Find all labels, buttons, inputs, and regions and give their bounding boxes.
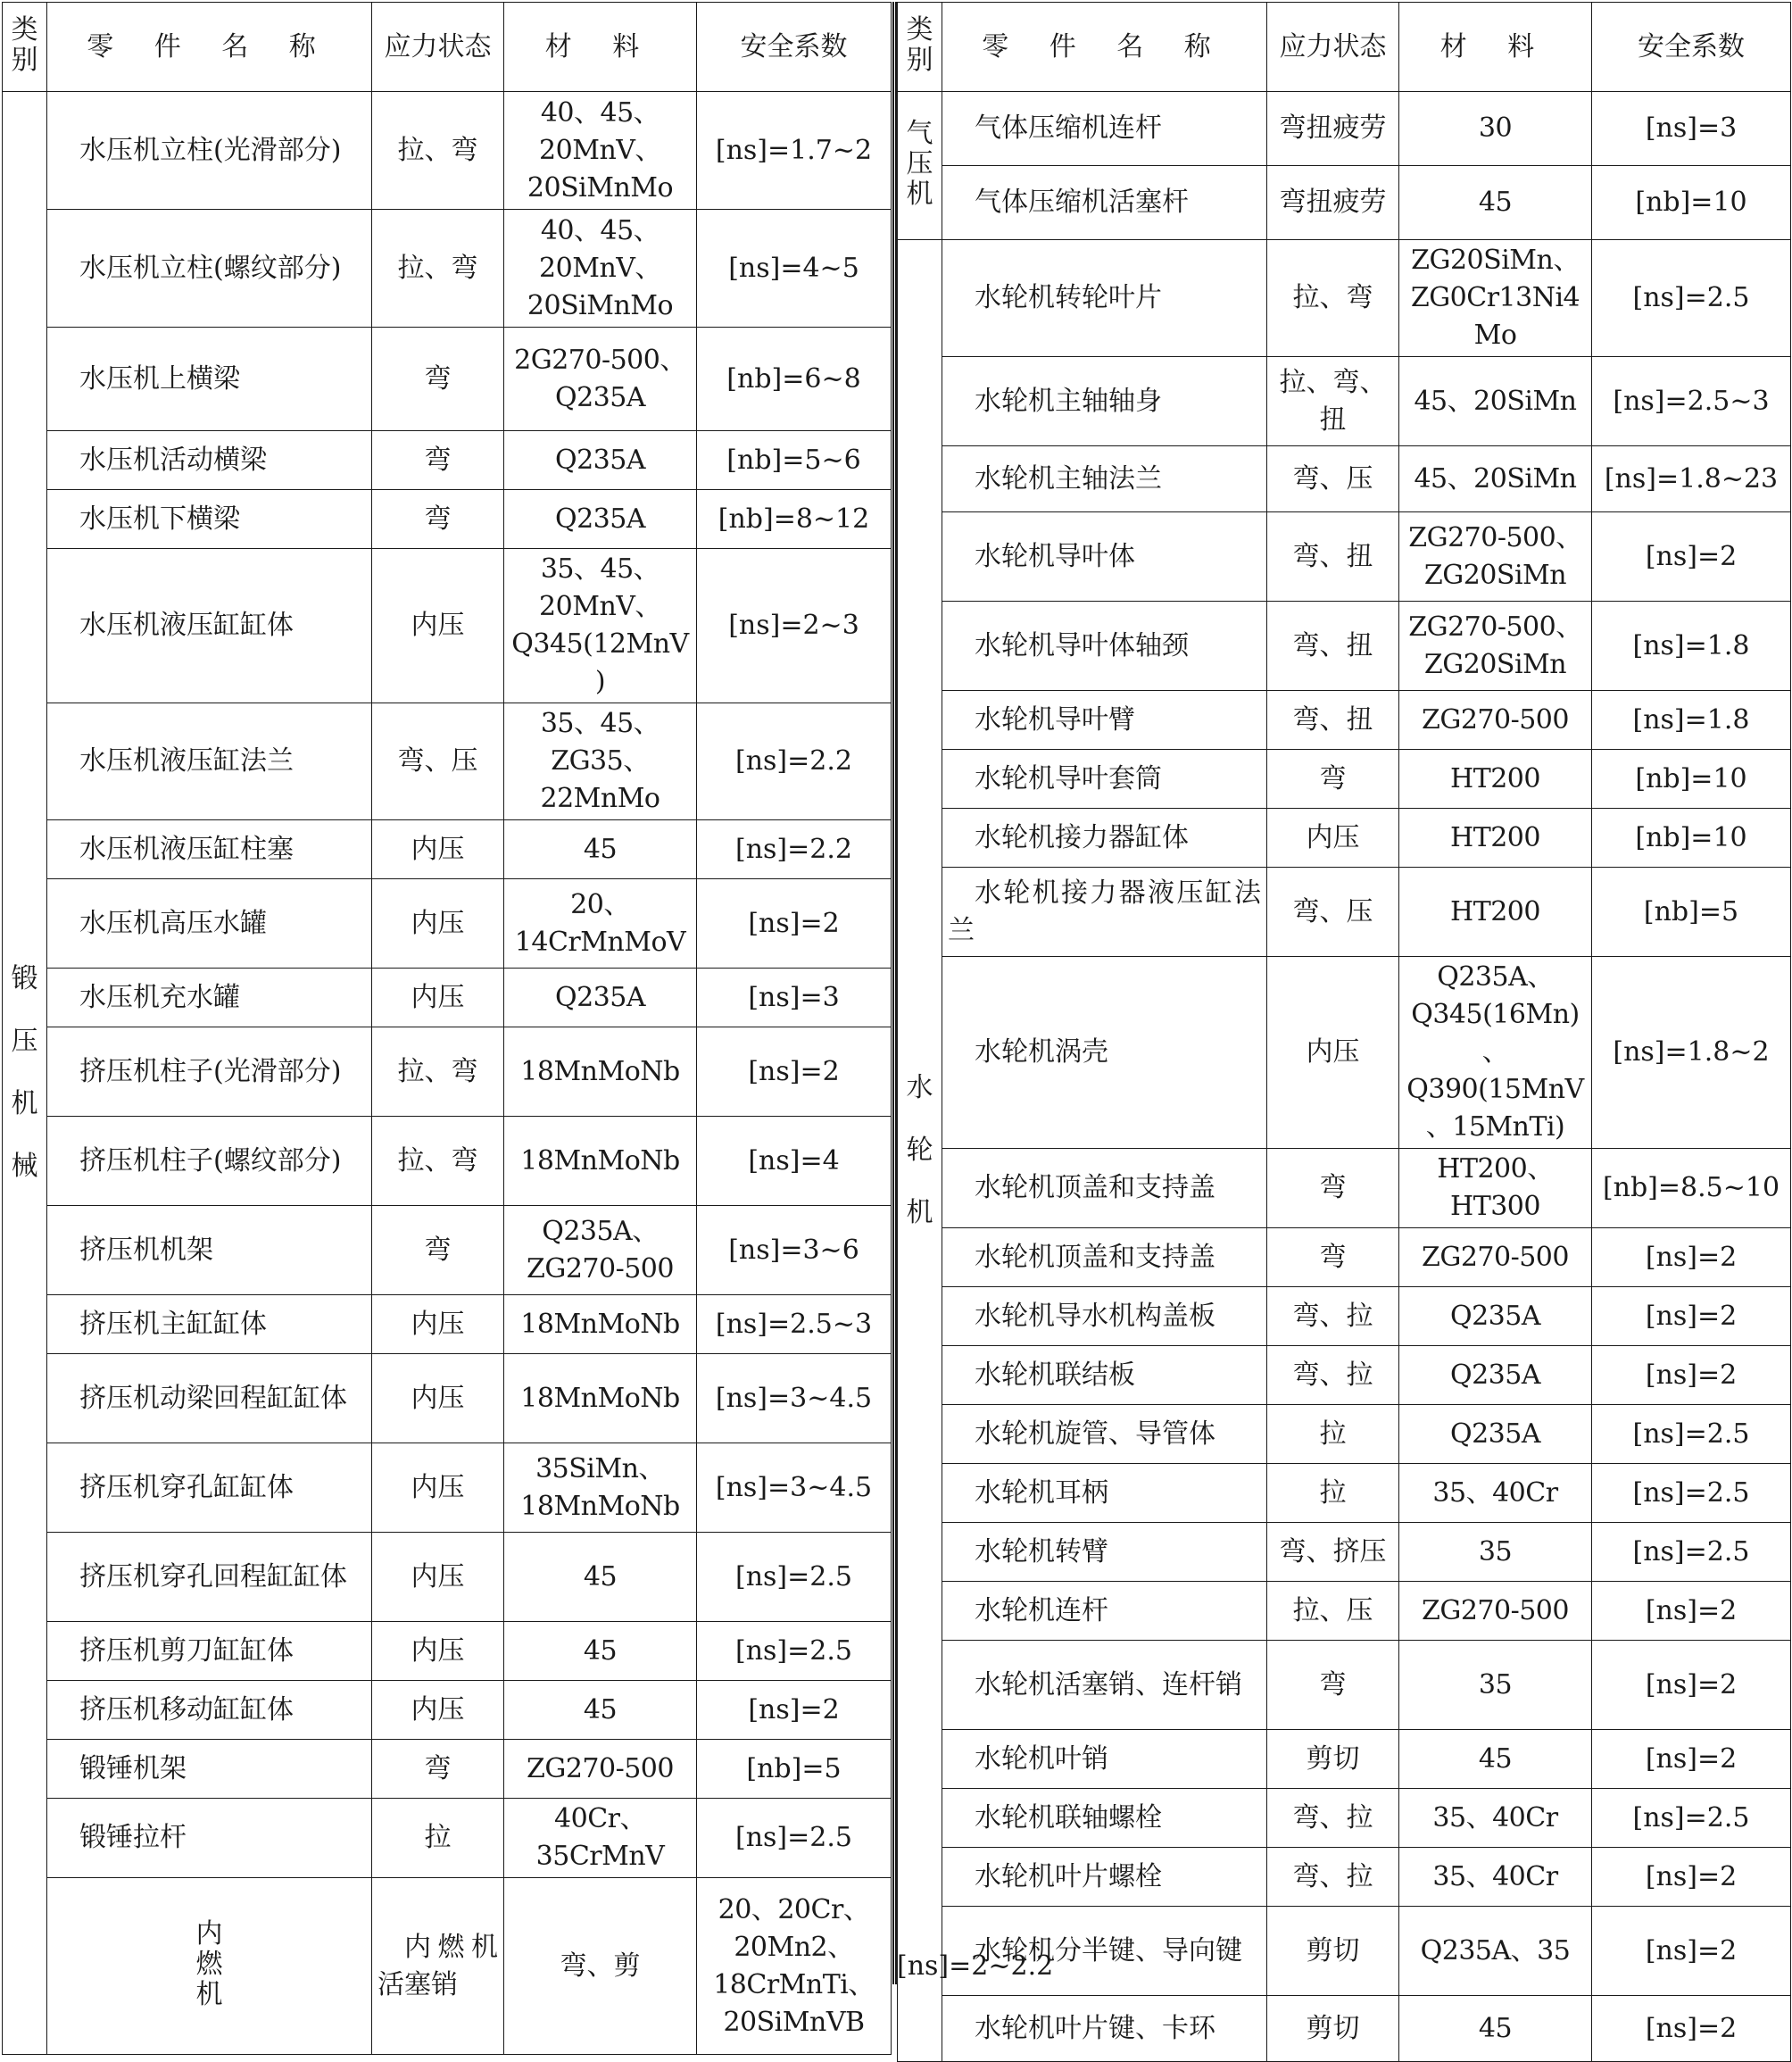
safety-factor-cell: [ns]=2: [1592, 1287, 1791, 1346]
material-cell: Q235A、ZG270-500: [504, 1206, 697, 1295]
table-row: [3, 969, 892, 1027]
table-row: [3, 1740, 892, 1799]
part-name-cell: 水压机液压缸缸体: [47, 549, 372, 703]
header-safety: 安全系数: [1592, 3, 1791, 92]
part-name-cell: 水轮机涡壳: [942, 957, 1267, 1149]
safety-factor-cell: [ns]=3: [1592, 92, 1791, 166]
category-cell: 锻压机械: [3, 92, 47, 2055]
safety-factor-cell: [ns]=2.5~3: [1592, 357, 1791, 446]
material-cell: 35: [1399, 1523, 1592, 1582]
stress-cell: 拉、弯: [372, 1027, 504, 1117]
part-name-cell: 挤压机穿孔回程缸缸体: [47, 1533, 372, 1622]
stress-cell: 剪切: [1267, 1996, 1399, 2062]
part-name-cell: 水压机立柱(光滑部分): [47, 92, 372, 210]
safety-factor-cell: [nb]=8~12: [697, 490, 892, 549]
part-name-cell: 水轮机导水机构盖板: [942, 1287, 1267, 1346]
safety-factor-cell: [nb]=6~8: [697, 328, 892, 431]
material-cell: 2G270-500、Q235A: [504, 328, 697, 431]
safety-factor-cell: [ns]=2: [1592, 1346, 1791, 1405]
table-row: [898, 240, 1791, 357]
stress-cell: 内压: [372, 1622, 504, 1681]
safety-factor-cell: [ns]=4~5: [697, 210, 892, 328]
safety-factor-cell: [ns]=3~4.5: [697, 1443, 892, 1533]
header-part-name: 零 件 名 称: [47, 3, 372, 92]
stress-cell: 内压: [372, 1443, 504, 1533]
part-name-cell: 水压机立柱(螺纹部分): [47, 210, 372, 328]
table-row: [898, 1464, 1791, 1523]
stress-cell: 拉、弯: [372, 92, 504, 210]
stress-cell: 拉、弯: [1267, 240, 1399, 357]
stress-cell: 拉、弯: [372, 210, 504, 328]
table-row: [3, 879, 892, 969]
material-cell: Q235A: [1399, 1287, 1592, 1346]
safety-factor-cell: [ns]=2.5: [1592, 1523, 1791, 1582]
part-name-cell: 水轮机转轮叶片: [942, 240, 1267, 357]
table-row: 内燃机 内燃机活塞销 弯、剪 20、20Cr、20Mn2、18CrMnTi、20SiMnVB [ns]=2~2.2: [3, 1878, 892, 2055]
safety-factor-cell: [nb]=10: [1592, 166, 1791, 240]
part-name-cell: 水轮机导叶体轴颈: [942, 602, 1267, 691]
stress-cell: 弯: [1267, 1228, 1399, 1287]
safety-factor-cell: [ns]=2.2: [697, 820, 892, 879]
stress-cell: 拉: [1267, 1405, 1399, 1464]
safety-factor-cell: [ns]=2.5: [697, 1533, 892, 1622]
table-row: [898, 1996, 1791, 2062]
stress-cell: 弯扭疲劳: [1267, 166, 1399, 240]
safety-factor-cell: [ns]=2: [1592, 1228, 1791, 1287]
material-cell: 30: [1399, 92, 1592, 166]
material-cell: 18MnMoNb: [504, 1354, 697, 1443]
table-row: [898, 957, 1791, 1149]
material-cell: 45: [504, 1533, 697, 1622]
stress-cell: 弯、拉: [1267, 1287, 1399, 1346]
part-name-cell: 水压机活动横梁: [47, 431, 372, 490]
table-row: [898, 1149, 1791, 1228]
material-cell: 35、40Cr: [1399, 1789, 1592, 1848]
part-name-cell: 水轮机叶片键、卡环: [942, 1996, 1267, 2062]
part-name-cell: 水轮机导叶套筒: [942, 750, 1267, 809]
table-row: [898, 1730, 1791, 1789]
material-cell: ZG270-500: [1399, 1228, 1592, 1287]
table-row: [898, 691, 1791, 750]
table-row: [898, 1907, 1791, 1996]
material-cell: ZG270-500: [504, 1740, 697, 1799]
part-name-cell: 挤压机穿孔缸缸体: [47, 1443, 372, 1533]
material-cell: Q235A: [1399, 1405, 1592, 1464]
table-row: [3, 328, 892, 431]
part-name-cell: 水轮机顶盖和支持盖: [942, 1149, 1267, 1228]
stress-cell: 内压: [372, 1295, 504, 1354]
table-row: [3, 1027, 892, 1117]
part-name-cell: 挤压机动梁回程缸缸体: [47, 1354, 372, 1443]
material-cell: ZG270-500、ZG20SiMn: [1399, 512, 1592, 602]
material-cell: Q235A: [1399, 1346, 1592, 1405]
safety-factor-cell: [ns]=2: [697, 1681, 892, 1740]
material-cell: ZG270-500: [1399, 1582, 1592, 1641]
table-row: [898, 602, 1791, 691]
material-cell: 35SiMn、18MnMoNb: [504, 1443, 697, 1533]
stress-cell: 弯、拉: [1267, 1789, 1399, 1848]
stress-cell: 弯扭疲劳: [1267, 92, 1399, 166]
safety-factor-cell: [ns]=2: [1592, 1848, 1791, 1907]
material-cell: 35、45、ZG35、22MnMo: [504, 703, 697, 820]
material-cell: 35、40Cr: [1399, 1848, 1592, 1907]
table-row: [3, 1117, 892, 1206]
material-cell: Q235A: [504, 969, 697, 1027]
safety-factor-cell: [ns]=2.5: [1592, 240, 1791, 357]
table-row: [898, 1287, 1791, 1346]
part-name-cell: 水轮机叶片螺栓: [942, 1848, 1267, 1907]
safety-factor-cell: [ns]=2~3: [697, 549, 892, 703]
material-cell: 45: [504, 820, 697, 879]
table-row: [3, 92, 892, 210]
material-cell: 18MnMoNb: [504, 1027, 697, 1117]
stress-cell: 内压: [372, 879, 504, 969]
material-cell: 40Cr、35CrMnV: [504, 1799, 697, 1878]
part-name-cell: 水压机高压水罐: [47, 879, 372, 969]
stress-cell: 弯、压: [1267, 446, 1399, 512]
table-row: [898, 1641, 1791, 1730]
stress-cell: 弯: [372, 1206, 504, 1295]
table-row: [898, 1346, 1791, 1405]
part-name-cell: 锻锤机架: [47, 1740, 372, 1799]
table-row: [898, 750, 1791, 809]
category-cell: 气压机: [898, 92, 942, 240]
material-cell: 35、45、20MnV、Q345(12MnV): [504, 549, 697, 703]
table-row: [3, 1295, 892, 1354]
part-name-cell: 水轮机联轴螺栓: [942, 1789, 1267, 1848]
stress-cell: 拉、压: [1267, 1582, 1399, 1641]
material-cell: 35、40Cr: [1399, 1464, 1592, 1523]
material-cell: 45: [1399, 1996, 1592, 2062]
header-category: 类别: [898, 3, 942, 92]
stress-cell: 拉: [372, 1799, 504, 1878]
part-name-cell: 水轮机连杆: [942, 1582, 1267, 1641]
table-row: [898, 1405, 1791, 1464]
table-row: [898, 1523, 1791, 1582]
table-row: [898, 92, 1791, 166]
material-cell: HT200: [1399, 750, 1592, 809]
stress-cell: 内压: [372, 549, 504, 703]
material-cell: 45、20SiMn: [1399, 357, 1592, 446]
safety-factor-cell: [ns]=2.5~3: [697, 1295, 892, 1354]
stress-cell: 弯: [372, 1740, 504, 1799]
table-row: [898, 512, 1791, 602]
part-name-cell: 气体压缩机活塞杆: [942, 166, 1267, 240]
part-name-cell: 水压机上横梁: [47, 328, 372, 431]
material-cell: 35: [1399, 1641, 1592, 1730]
table-row: [898, 809, 1791, 868]
safety-factor-cell: [nb]=5: [1592, 868, 1791, 957]
material-cell: Q235A: [504, 431, 697, 490]
table-row: [898, 166, 1791, 240]
part-name-cell: 水压机下横梁: [47, 490, 372, 549]
material-cell: ZG270-500、ZG20SiMn: [1399, 602, 1592, 691]
stress-cell: 弯、拉: [1267, 1848, 1399, 1907]
part-name-cell: 挤压机柱子(螺纹部分): [47, 1117, 372, 1206]
stress-cell: 弯: [1267, 1641, 1399, 1730]
part-name-cell: 水轮机主轴轴身: [942, 357, 1267, 446]
material-cell: HT200: [1399, 868, 1592, 957]
part-name-cell: 锻锤拉杆: [47, 1799, 372, 1878]
part-name-cell: 水轮机接力器液压缸法兰: [942, 868, 1267, 957]
material-cell: HT200: [1399, 809, 1592, 868]
table-row: [898, 868, 1791, 957]
category-cell: 水轮机: [898, 240, 942, 2062]
table-row: [3, 1533, 892, 1622]
stress-cell: 剪切: [1267, 1907, 1399, 1996]
material-cell: Q235A、Q345(16Mn)、Q390(15MnV、15MnTi): [1399, 957, 1592, 1149]
stress-cell: 内压: [1267, 957, 1399, 1149]
stress-cell: 弯、压: [372, 703, 504, 820]
part-name-cell: 水压机充水罐: [47, 969, 372, 1027]
safety-factor-cell: [ns]=4: [697, 1117, 892, 1206]
stress-cell: 弯: [372, 490, 504, 549]
header-part-name: 零 件 名 称: [942, 3, 1267, 92]
safety-factor-cell: [ns]=2: [1592, 1641, 1791, 1730]
table-row: [3, 210, 892, 328]
table-row: [898, 446, 1791, 512]
material-cell: ZG270-500: [1399, 691, 1592, 750]
safety-factor-cell: [nb]=5: [697, 1740, 892, 1799]
table-row: [3, 820, 892, 879]
safety-factor-cell: [ns]=1.8: [1592, 691, 1791, 750]
table-row: [3, 1799, 892, 1878]
safety-factor-table-right: [897, 2, 1791, 2062]
table-row: [3, 1622, 892, 1681]
part-name-cell: 水压机液压缸法兰: [47, 703, 372, 820]
material-cell: Q235A: [504, 490, 697, 549]
part-name-cell: 水轮机导叶臂: [942, 691, 1267, 750]
header-stress: 应力状态: [1267, 3, 1399, 92]
material-cell: Q235A、35: [1399, 1907, 1592, 1996]
safety-factor-cell: [ns]=2: [1592, 512, 1791, 602]
part-name-cell: 水轮机分半键、导向键: [942, 1907, 1267, 1996]
table-row: [3, 1681, 892, 1740]
material-cell: 20、20Cr、20Mn2、18CrMnTi、20SiMnVB: [697, 1878, 892, 2055]
part-name-cell: 挤压机柱子(光滑部分): [47, 1027, 372, 1117]
part-name-cell: 水轮机联结板: [942, 1346, 1267, 1405]
stress-cell: 内压: [372, 1681, 504, 1740]
table-row: [3, 549, 892, 703]
safety-factor-cell: [ns]=2.5: [1592, 1789, 1791, 1848]
category-cell: 内燃机: [47, 1878, 372, 2055]
header-safety: 安全系数: [697, 3, 892, 92]
stress-cell: 弯: [1267, 750, 1399, 809]
safety-factor-cell: [nb]=8.5~10: [1592, 1149, 1791, 1228]
part-name-cell: 水轮机活塞销、连杆销: [942, 1641, 1267, 1730]
material-cell: 18MnMoNb: [504, 1295, 697, 1354]
part-name-cell: 挤压机移动缸缸体: [47, 1681, 372, 1740]
stress-cell: 弯: [372, 328, 504, 431]
table-row: [3, 703, 892, 820]
table-header-row: [3, 3, 892, 92]
material-cell: 45: [504, 1622, 697, 1681]
stress-cell: 弯、压: [1267, 868, 1399, 957]
part-name-cell: 水轮机接力器缸体: [942, 809, 1267, 868]
table-row: [3, 431, 892, 490]
material-cell: 40、45、20MnV、20SiMnMo: [504, 92, 697, 210]
part-name-cell: 水轮机旋管、导管体: [942, 1405, 1267, 1464]
stress-cell: 弯、拉: [1267, 1346, 1399, 1405]
stress-cell: 弯、挤压: [1267, 1523, 1399, 1582]
safety-factor-cell: [ns]=3~4.5: [697, 1354, 892, 1443]
stress-cell: 弯、扭: [1267, 602, 1399, 691]
table-header-row: [898, 3, 1791, 92]
stress-cell: 内压: [372, 1533, 504, 1622]
stress-cell: 弯、扭: [1267, 691, 1399, 750]
part-name-cell: 水轮机耳柄: [942, 1464, 1267, 1523]
stress-cell: 弯: [1267, 1149, 1399, 1228]
material-cell: HT200、HT300: [1399, 1149, 1592, 1228]
stress-cell: 内压: [372, 1354, 504, 1443]
stress-cell: 弯: [372, 431, 504, 490]
stress-cell: 拉、弯、扭: [1267, 357, 1399, 446]
safety-factor-cell: [nb]=10: [1592, 809, 1791, 868]
safety-factor-cell: [ns]=1.8: [1592, 602, 1791, 691]
part-name-cell: 挤压机机架: [47, 1206, 372, 1295]
header-material: 材 料: [504, 3, 697, 92]
part-name-cell: 内燃机活塞销: [372, 1878, 504, 2055]
material-cell: 45: [504, 1681, 697, 1740]
table-row: [898, 1582, 1791, 1641]
safety-factor-cell: [nb]=5~6: [697, 431, 892, 490]
stress-cell: 弯、剪: [504, 1878, 697, 2055]
table-row: [898, 1789, 1791, 1848]
safety-factor-cell: [ns]=1.7~2: [697, 92, 892, 210]
stress-cell: 拉: [1267, 1464, 1399, 1523]
safety-factor-cell: [ns]=2.2: [697, 703, 892, 820]
stress-cell: 内压: [372, 820, 504, 879]
part-name-cell: 水轮机转臂: [942, 1523, 1267, 1582]
header-category: 类别: [3, 3, 47, 92]
material-cell: 45、20SiMn: [1399, 446, 1592, 512]
stress-cell: 弯、扭: [1267, 512, 1399, 602]
safety-factor-cell: [ns]=2: [1592, 1582, 1791, 1641]
safety-factor-cell: [ns]=2.5: [697, 1622, 892, 1681]
material-cell: 45: [1399, 166, 1592, 240]
safety-factor-cell: [ns]=2.5: [1592, 1405, 1791, 1464]
header-material: 材 料: [1399, 3, 1592, 92]
part-name-cell: 挤压机主缸缸体: [47, 1295, 372, 1354]
table-row: [3, 1206, 892, 1295]
material-cell: ZG20SiMn、ZG0Cr13Ni4Mo: [1399, 240, 1592, 357]
header-stress: 应力状态: [372, 3, 504, 92]
part-name-cell: 气体压缩机连杆: [942, 92, 1267, 166]
material-cell: 45: [1399, 1730, 1592, 1789]
stress-cell: 内压: [1267, 809, 1399, 868]
safety-factor-cell: [ns]=1.8~23: [1592, 446, 1791, 512]
part-name-cell: 水轮机顶盖和支持盖: [942, 1228, 1267, 1287]
safety-factor-cell: [nb]=10: [1592, 750, 1791, 809]
safety-factor-cell: [ns]=2: [697, 879, 892, 969]
table-row: [3, 490, 892, 549]
table-row: [898, 1228, 1791, 1287]
stress-cell: 内压: [372, 969, 504, 1027]
safety-factor-cell: [ns]=2: [697, 1027, 892, 1117]
safety-factor-cell: [ns]=2: [1592, 1907, 1791, 1996]
safety-factor-cell: [ns]=2.5: [1592, 1464, 1791, 1523]
part-name-cell: 水轮机主轴法兰: [942, 446, 1267, 512]
material-cell: 20、14CrMnMoV: [504, 879, 697, 969]
safety-factor-cell: [ns]=1.8~2: [1592, 957, 1791, 1149]
part-name-cell: 挤压机剪刀缸缸体: [47, 1622, 372, 1681]
safety-factor-cell: [ns]=3~6: [697, 1206, 892, 1295]
part-name-cell: 水轮机导叶体: [942, 512, 1267, 602]
material-cell: 40、45、20MnV、20SiMnMo: [504, 210, 697, 328]
safety-factor-cell: [ns]=2.5: [697, 1799, 892, 1878]
table-row: [3, 1354, 892, 1443]
part-name-cell: 水压机液压缸柱塞: [47, 820, 372, 879]
safety-factor-cell: [ns]=2: [1592, 1996, 1791, 2062]
safety-factor-cell: [ns]=3: [697, 969, 892, 1027]
table-row: [3, 1443, 892, 1533]
stress-cell: 拉、弯: [372, 1117, 504, 1206]
stress-cell: 剪切: [1267, 1730, 1399, 1789]
table-row: [898, 1848, 1791, 1907]
safety-factor-cell: [ns]=2: [1592, 1730, 1791, 1789]
table-row: [898, 357, 1791, 446]
material-cell: 18MnMoNb: [504, 1117, 697, 1206]
part-name-cell: 水轮机叶销: [942, 1730, 1267, 1789]
